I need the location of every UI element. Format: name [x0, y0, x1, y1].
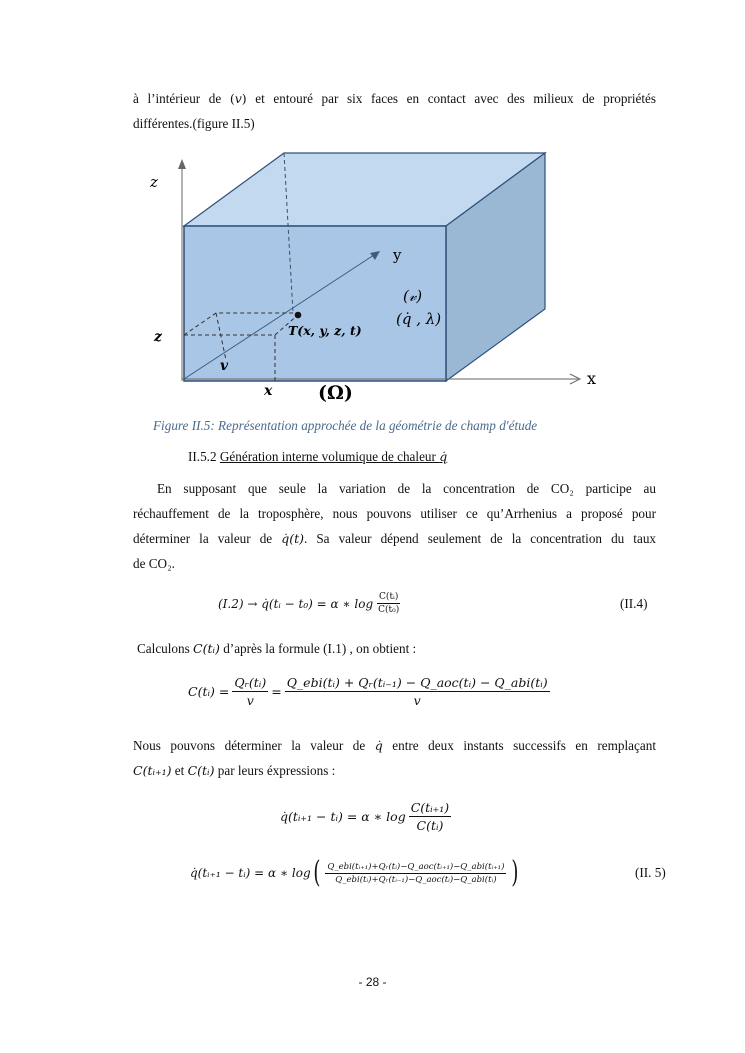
y-axis-label: y: [393, 246, 402, 264]
section-title-text: Génération interne volumique de chaleur: [219, 449, 440, 464]
section-title: [220, 449, 447, 464]
eq1-fraction: [376, 592, 401, 615]
eq4-denominator: Q_ebi(tᵢ)+Qᵣ(tᵢ₋₁)−Q_aoc(tᵢ)−Q_abi(tᵢ): [335, 874, 497, 885]
eq2-denominator-1: v: [246, 693, 254, 708]
para1-line-3: [133, 526, 656, 551]
x-point-label: x: [264, 383, 273, 399]
para3-line-1: [133, 733, 656, 758]
para2-b: d’après la formule (I.1) , on obtient :: [219, 641, 417, 656]
page-number: - 28 -: [358, 975, 387, 989]
eq1-numerator: C(tᵢ): [379, 592, 399, 602]
eq4-fraction: [325, 862, 506, 885]
intro-line-1: [133, 86, 656, 111]
intro-text-b: et entouré par six faces en contact avec des milieux de propriétés: [246, 91, 656, 106]
eq4-numerator: Q_ebi(tᵢ₊₁)+Qᵣ(tᵢ)−Q_aoc(tᵢ₊₁)−Q_abi(tᵢ₊₁): [327, 861, 505, 872]
eq2-fraction-1: [232, 675, 268, 708]
z-point-label: z: [154, 329, 162, 345]
para3-qdot-symbol: q̇: [374, 738, 383, 753]
eq1-lhs: (I.2) → q̇(tᵢ − t₀) = α ∗ log: [218, 596, 374, 611]
para3-c-ti-symbol: C(tᵢ): [187, 763, 215, 778]
para2: [137, 636, 660, 661]
x-axis-label: x: [587, 369, 597, 388]
eq4-number: (II. 5): [635, 865, 666, 880]
eq3-denominator: C(tᵢ): [416, 818, 444, 833]
intro-volume-symbol: (𝑣): [229, 91, 247, 106]
section-number: II.5.2: [188, 449, 220, 464]
para3-c-ti1-symbol: C(tᵢ₊₁): [133, 763, 172, 778]
intro-line-2: différentes.(figure II.5): [133, 116, 255, 131]
eq4-left-paren: (: [313, 855, 321, 890]
v-point-label: v: [220, 358, 229, 374]
eq2-denominator-2: v: [413, 693, 421, 708]
z-axis-arrow-icon: [178, 159, 186, 169]
properties-label: (q̇ , λ): [396, 310, 442, 328]
volume-label: (𝓋): [403, 287, 423, 305]
equation-qdot-ratio: [280, 800, 454, 833]
para1-qdot-symbol: q̇(t): [281, 531, 304, 546]
boundary-label: (Ω): [318, 382, 353, 404]
para2-symbol: C(tᵢ): [193, 641, 220, 656]
eq2-numerator-1: Qᵣ(tᵢ): [234, 675, 267, 690]
para2-a: Calculons: [137, 641, 194, 656]
section-heading: [188, 449, 447, 465]
para1-line-2: réchauffement de la troposphère, nous pouvons utiliser ce qu’Arrhenius a proposé pour: [133, 506, 656, 521]
eq4-right-paren: ): [511, 855, 519, 890]
geometry-figure: [140, 145, 610, 405]
equation-ii-5: [190, 855, 521, 890]
para3-line-1-b: entre deux instants successifs en remplaçant: [382, 738, 656, 753]
eq4-lhs: q̇(tᵢ₊₁ − tᵢ) = α ∗ log: [190, 866, 311, 880]
para3-line-1-a: Nous pouvons déterminer la valeur de: [133, 738, 375, 753]
point-t-label: T(x, y, z, t): [288, 323, 362, 338]
intro-text-a: à l’intérieur de: [133, 91, 230, 106]
eq3-fraction: [409, 800, 451, 833]
equation-ii-4: [218, 592, 404, 615]
figure-caption: Figure II.5: Représentation approchée de la géométrie de champ d'étude: [153, 418, 538, 433]
para1-line-3-a: déterminer la valeur de: [133, 531, 282, 546]
para3-line-2: [133, 758, 656, 783]
para1-line-3-b: . Sa valeur dépend seulement de la concentration du taux: [304, 531, 657, 546]
para3-line-2-b: par leurs éxpressions :: [214, 763, 336, 778]
eq3-lhs: q̇(tᵢ₊₁ − tᵢ) = α ∗ log: [280, 809, 406, 824]
z-axis-label: z: [150, 173, 158, 191]
para1-line-1: En supposant que seule la variation de la concentration de CO₂ participe au: [157, 481, 656, 496]
eq1-number: (II.4): [620, 596, 648, 611]
equation-c-ti: [188, 675, 553, 708]
eq2-fraction-2: [285, 675, 550, 708]
point-t-dot: [295, 312, 302, 319]
eq3-numerator: C(tᵢ₊₁): [410, 800, 450, 815]
eq2-equals: =: [271, 684, 282, 699]
para3-line-2-a: et: [171, 763, 188, 778]
para1-line-4: de CO₂.: [133, 556, 175, 571]
eq2-lhs: C(tᵢ) =: [188, 684, 230, 699]
section-title-symbol: q̇: [439, 449, 448, 464]
eq1-denominator: C(t₀): [378, 605, 400, 615]
eq2-numerator-2: Q_ebi(tᵢ) + Qᵣ(tᵢ₋₁) − Q_aoc(tᵢ) − Q_abi(tᵢ): [286, 675, 548, 690]
